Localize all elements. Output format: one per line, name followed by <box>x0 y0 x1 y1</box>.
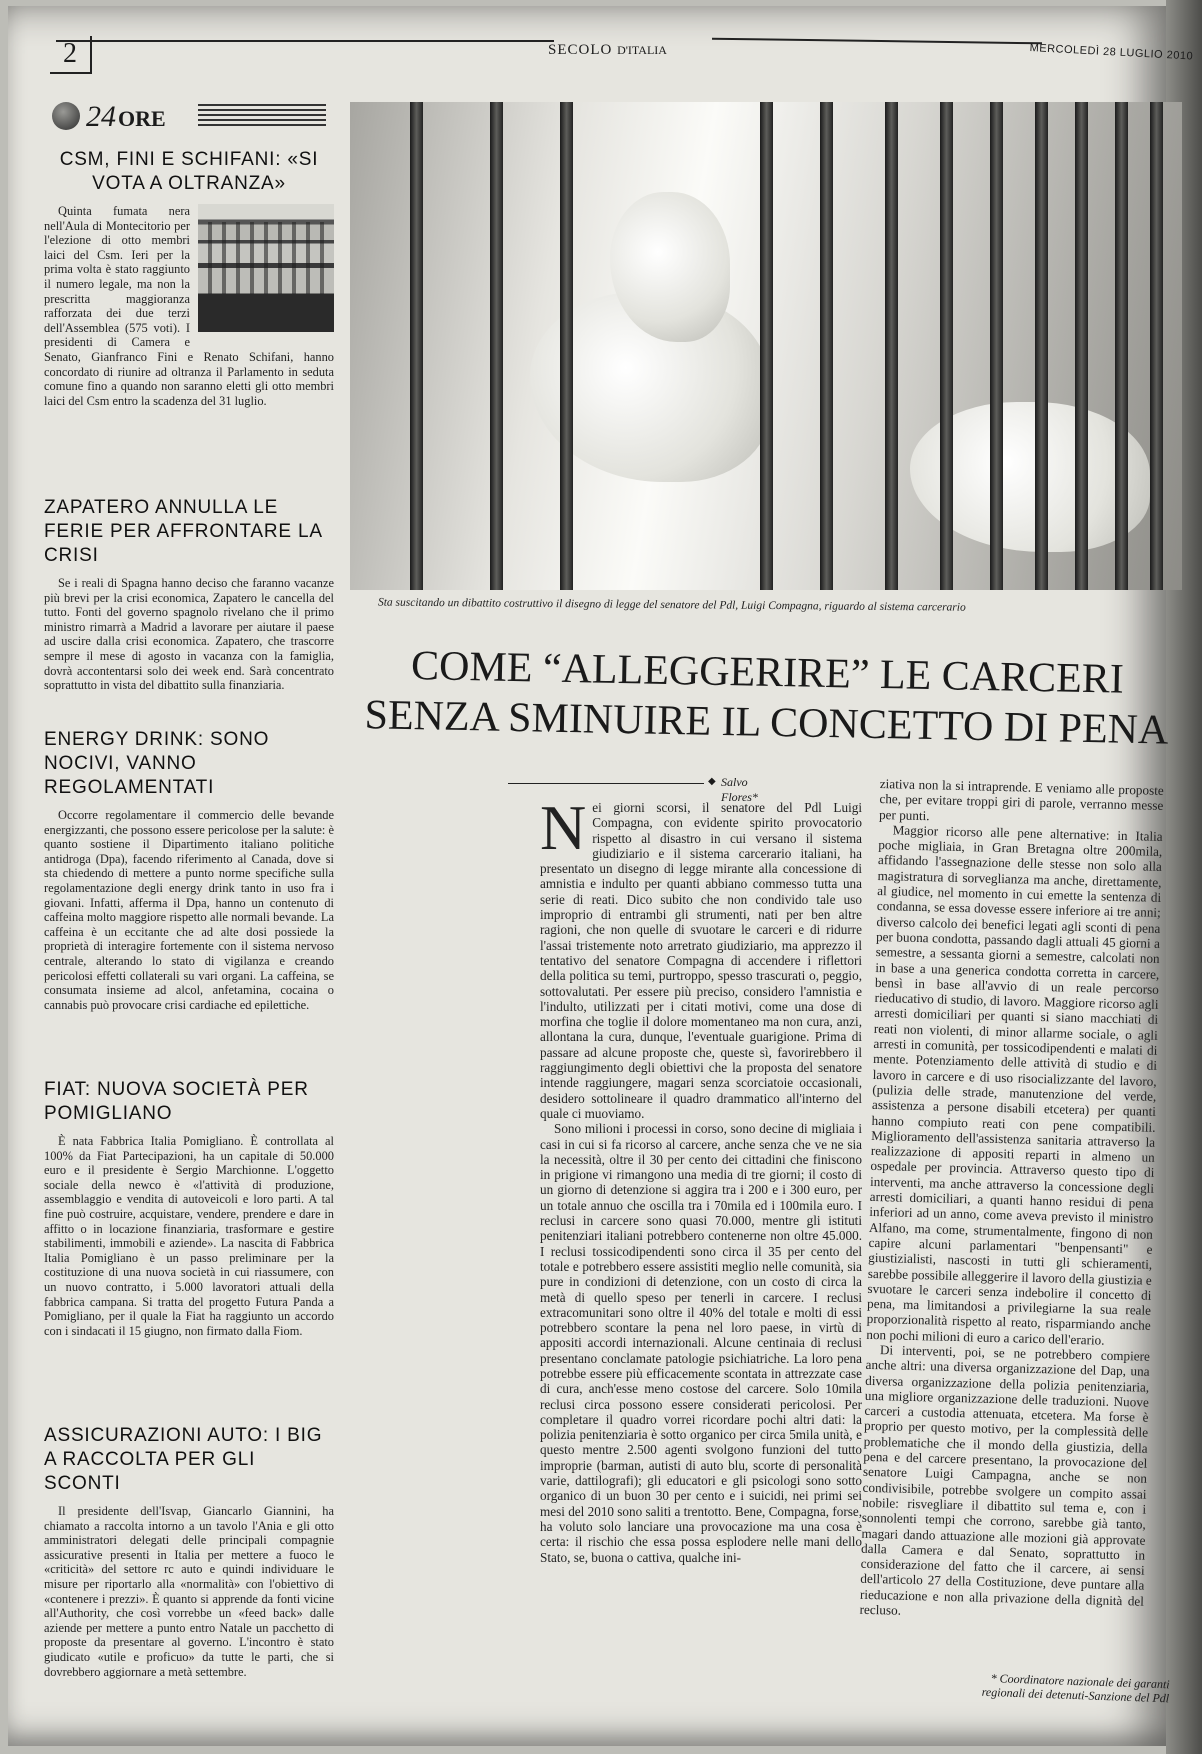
brief-body: Se i reali di Spagna hanno deciso che faranno vacanze più brevi per la crisi economica, Zapatero le cancella del tutto. Fonti del governo spagnolo rivelano che il primo ministro rimarrà a Madrid a lavorare per aiutare il paese ad uscire dalla crisi economica. Zapatero, che trascorre sempre il mese di agosto in vacanza con la famiglia, dovrà accontentarsi solo dei week end. Sarà concentrato soprattutto in vista del dibattito sulla finanziaria. <box>44 576 334 693</box>
bar <box>820 102 833 590</box>
article-paragraph: Maggior ricorso alle pene alternative: in Italia poche migliaia, in Gran Bretagna oltre 200mila, affidando l'assegnazione delle stesse non solo alla magistratura di sorveglianza ma anche, direttamente, al giudice, nel momento in cui emette la sentenza di condanna, se essa dovesse essere inferiore ai tre anni; diverso calcolo dei benefici legati agli sconti di pena per buona condotta, passando dagli attuali 45 giorni a semestre, a sessanta giorni a semestre, calcolati non in base a una generica condotta corretta in carcere, bensì in base all'avvio di un reale percorso rieducativo di studio, di lavoro. Maggiore ricorso agli arresti domiciliari per quanti si siano macchiati di reati non violenti, di minor allarme sociale, o agli arresti in comunità, per tossicodipendenti e malati di mente. Potenziamento delle attività di studio e di lavoro in carcere e di uso risocializzante del lavoro, (pulizia delle strade, manutenzione del verde, assistenza a persone disabili etcetera) per quanti hanno compiuto reati con pene compatibili. Miglioramento dell'assistenza sanitaria attraverso la realizzazione di appositi reparti in almeno un ospedale per provincia. Attraverso questo tipo di interventi, ma anche attraverso la concessione degli arresti domiciliari, a quanti hanno residui di pena inferiori ad un anno, come aveva previsto il ministro Alfano, ma come, strumentalmente, fingono di non capire alcuni parlamentari "benpensanti" e giustizialisti, nascosti in tutti gli schieramenti, sarebbe possibile alleggerire il lavoro della giustizia e svuotare le carceri senza indebolire il concetto di pena, ma limitandosi a privilegiarne la sua reale proporzionalità rispetto al reato, risparmiando anche non pochi milioni di euro a carico dell'erario. <box>866 822 1163 1348</box>
brief-title: FIAT: NUOVA SOCIETÀ PER POMIGLIANO <box>44 1079 309 1124</box>
brief-item <box>44 1078 334 1338</box>
article-column-2 <box>859 776 1163 1624</box>
headline-line-2: SENZA SMINUIRE IL CONCETTO DI PENA <box>364 692 1169 754</box>
article-paragraph: ziativa non la si intraprende. E veniamo alle proposte che, per evitare troppi giri di parole, verranno messe per punti. <box>878 776 1164 823</box>
bar <box>885 102 898 590</box>
bar <box>410 102 423 590</box>
masthead <box>548 42 667 59</box>
brief-item <box>44 1424 334 1679</box>
bar <box>1075 102 1088 590</box>
briefs-logo-text: 24ORE <box>86 100 166 133</box>
brief-title: ZAPATERO ANNULLA LE FERIE PER AFFRONTARE LA CRISI <box>44 497 322 566</box>
bar <box>990 102 1003 590</box>
brief-body: Quinta fumata nera nell'Aula di Montecitorio per l'elezione di otto membri laici del Csm. Ieri per la prima volta è stato raggiunto il numero legale, ma non la prescritta maggioranza rafforzata dei due terzi dell'Assemblea (575 voti). I presidenti di Camera e Senato, Gianfranco Fini e Renato Schifani, hanno concordato di riunire ad oltranza il Parlamento in seduta comune fino a quando non saranno eletti gli otto membri laici del Csm entro la scadenza del 31 luglio. <box>44 204 334 408</box>
briefs-logo <box>50 100 328 134</box>
brief-item <box>44 496 334 693</box>
article-headline <box>356 640 1178 756</box>
bar <box>490 102 503 590</box>
prison-bars-photo <box>350 102 1182 590</box>
byline <box>508 775 786 804</box>
bar <box>760 102 773 590</box>
article-paragraph: Di interventi, poi, se ne potrebbero compiere anche altri: una diversa organizzazione del Dap, una diversa organizzazione della polizia penitenziaria, una migliore organizzazione delle traduzioni. Nuove carceri a custodia attenuata, etcetera. Ma forse è proprio per questo motivo, per la complessità delle problematiche che il mondo della giustizia, della pena e del carcere presentano, la provocazione del senatore Luigi Campagna, anche se non condivisibile, potrebbe svolgere un compito assai nobile: risvegliare il dibattito sul tema e, con i sonnolenti tempi che corrono, sarebbe già tanto, magari dando attuazione alle mozioni già approvate dalla Camera e dal Senato, soprattutto in considerazione del fatto che il carcere, ai sensi dell'articolo 27 della Costituzione, deve puntare alla rieducazione e non alla privazione della dignità del recluso. <box>859 1342 1151 1618</box>
page-number: 2 <box>50 36 92 74</box>
drop-cap: N <box>540 792 587 863</box>
issue-date: MERCOLEDÌ 28 LUGLIO 2010 <box>1029 42 1194 63</box>
masthead-suffix: D'ITALIA <box>617 43 667 57</box>
bar <box>940 102 953 590</box>
brief-body: È nata Fabbrica Italia Pomigliano. È controllata al 100% da Fiat Partecipazioni, ha un capitale di 50.000 euro e il presidente è Sergio Marchionne. L'oggetto sociale della newco è «l'attività di produzione, assemblaggio e vendita di autoveicoli e loro parti. A tal fine può costruire, acquistare, vendere, prendere e dare in affitto o in locazione finanziaria, trasformare e gestire stabilimenti, immobili e aziende». La nascita di Fabbrica Italia Pomigliano è un passo preliminare per la costituzione di una nuova società in cui riassumere, con un nuovo contratto, i 5.000 lavoratori attuali della fabbrica campana. Si tratta del progetto Futura Panda a Pomigliano, per il quale la Fiat ha raggiunto un accordo con i sindacati il 15 giugno, non firmato dalla Fiom. <box>44 1134 334 1338</box>
headline-line-1: COME “ALLEGGERIRE” LE CARCERI <box>410 643 1125 703</box>
brief-title: ENERGY DRINK: SONO NOCIVI, VANNO REGOLAMENTATI <box>44 729 270 798</box>
logo-stripes <box>198 104 326 126</box>
brief-body: Occorre regolamentare il commercio delle bevande energizzanti, che possono essere pericolose per la salute: è quanto sostiene il Dipartimento italiano politiche antidroga (Dpa), facendo riferimento al Canada, dove si sta chiedendo di mettere a punto norme specifiche sulla regolamentazione degli energy drink tanto in uso fra i giovani. Infatti, afferma il Dpa, hanno un contenuto di caffeina molto maggiore rispetto alle normali bevande. La caffeina è un eccitante che ad alte dosi possiede la proprietà di interagire fortemente con il sistema nervoso centrale, alterando lo stato di vigilanza e creando pericolosi effetti collaterali su vari organi. La caffeina, se consumata insieme ad alcol, anfetamina, cocaina o cannabis può provocare crisi cardiache ed epilettiche. <box>44 808 334 1012</box>
byline-rule <box>508 783 704 784</box>
article-paragraph: Sono milioni i processi in corso, sono decine di migliaia i casi in cui si fa ricorso al carcere, anche senza che ve ne sia la necessità, oltre il 30 per cento dei cittadini che finiscono in prigione vi rimangono una media di tre giorni; il costo di un giorno di detenzione si aggira tra i 200 e i 300 euro, per un totale annuo che oscilla tra i 70mila ed i 100mila euro. I reclusi in carcere sono quasi 70.000, mentre gli istituti penitenziari italiani potrebbero contenerne non oltre 45.000. I reclusi tossicodipendenti sono circa il 35 per cento del totale e potrebbero essere assistiti meglio nelle comunità, sia pure in condizioni di detenzione, con un costo di circa la metà di quello speso per tenerli in carcere. I reclusi extracomunitari sono oltre il 40% del totale e molti di essi potrebbero scontare la pena nel loro paese, in virtù di appositi accordi internazionali. Alcune centinaia di reclusi presentano conclamate patologie psichiatriche. La loro pena potrebbe essere più efficacemente scontata in attrezzate case di cura, anch'esse meno costose del carcere. Solo 10mila reclusi circa possono essere considerati pericolosi. Per completare il quadro vorrei ricordare pochi altri dati: la polizia penitenziaria è sotto organico per circa 5mila unità, e questo mentre 2.500 agenti svolgono funzioni del tutto improprie (barman, autisti di auto blu, scorte di personalità varie, dattilografi); gli educatori e gli psicologi sono sotto organico di un buon 30 per cento e i suicidi, nei primi sei mesi del 2010 sono saliti a trentotto. Bene, Compagna, forse, ha voluto solo lanciare una provocazione ma una cosa è certa: il rischio che essa possa esplodere nelle mani dello Stato, se, buona o cattiva, qualche ini- <box>540 1121 862 1565</box>
article-paragraph: ei giorni scorsi, il senatore del Pdl Luigi Compagna, con evidente spirito provocatorio rispetto al disastro in cui versano il sistema giudiziario e il sistema carcerario italiani, ha presentato un disegno di legge mirante alla concessione di amnistia e indulto per quanti abbiano commesso tutta una serie di reati. Dico subito che non condivido tale uso improprio di entrambi gli strumenti, nati per ben altre ragioni, che non quelle di svuotare le carceri e di ridurre l'assai tristemente noto arretrato giudiziario, ma apprezzo il tentativo del senatore Compagna di accendere i riflettori della politica su temi, purtroppo, spesso trascurati o, peggio, sottovalutati. Per essere più preciso, considero l'amnistia e l'indulto, utilizzati per i citati motivi, come una dose di morfina che toglie il dolore momentaneo ma non cura, anzi, allontana la cura, dunque, l'eventuale guarigione. Prima di passare ad alcune proposte che, queste sì, favorirebbero il raggiungimento degli obiettivi che la proposta del senatore intende raggiungere, magari senza scorciatoie occasionali, desidero sottolineare il quadro drammatico all'interno del quale ci muoviamo. <box>540 800 862 1121</box>
brief-body: Il presidente dell'Isvap, Giancarlo Giannini, ha chiamato a raccolta intorno a un tavolo l'Ania e gli otto amministratori delegati delle principali compagnie assicurative presenti in Italia per mettere a fuoco le «criticità» del settore rc auto e quindi individuare le misure per riportarlo alla «normalità» con l'obiettivo di «contenere i prezzi». È quanto si apprende da fonti vicine all'Authority, che così vorrebbe un «feed back» dalle aziende per mettere a punto entro Natale un pacchetto di proposte da presentare al governo. L'incontro è stato giudicato «utile e proficuo» da tutte le parti, che si dovrebbero aggiornare a metà settembre. <box>44 1504 334 1679</box>
palazzo-photo <box>198 204 334 332</box>
masthead-title: SECOLO <box>548 42 613 58</box>
author-footnote: * Coordinatore nazionale dei garanti regionali dei detenuti-Sanzione del Pdl <box>981 1671 1170 1706</box>
bar <box>560 102 573 590</box>
brief-title: ASSICURAZIONI AUTO: I BIG A RACCOLTA PER GLI SCONTI <box>44 1425 323 1494</box>
brief-item <box>44 728 334 1012</box>
brief-title: CSM, FINI E SCHIFANI: «SI VOTA A OLTRANZA» <box>59 149 319 194</box>
photo-caption: Sta suscitando un dibattito costruttivo il disegno di legge del senatore del Pdl, Luigi Compagna, riguardo al sistema carcerario <box>377 596 966 614</box>
diamond-icon: ◆ <box>708 776 716 787</box>
brief-item <box>44 148 334 408</box>
globe-icon <box>52 102 80 130</box>
bar <box>1115 102 1128 590</box>
byline-author: Salvo Flores* <box>721 775 758 804</box>
bar <box>1150 102 1163 590</box>
bar <box>1035 102 1048 590</box>
header-rule-left <box>56 40 554 42</box>
article-column-1 <box>540 792 862 1565</box>
